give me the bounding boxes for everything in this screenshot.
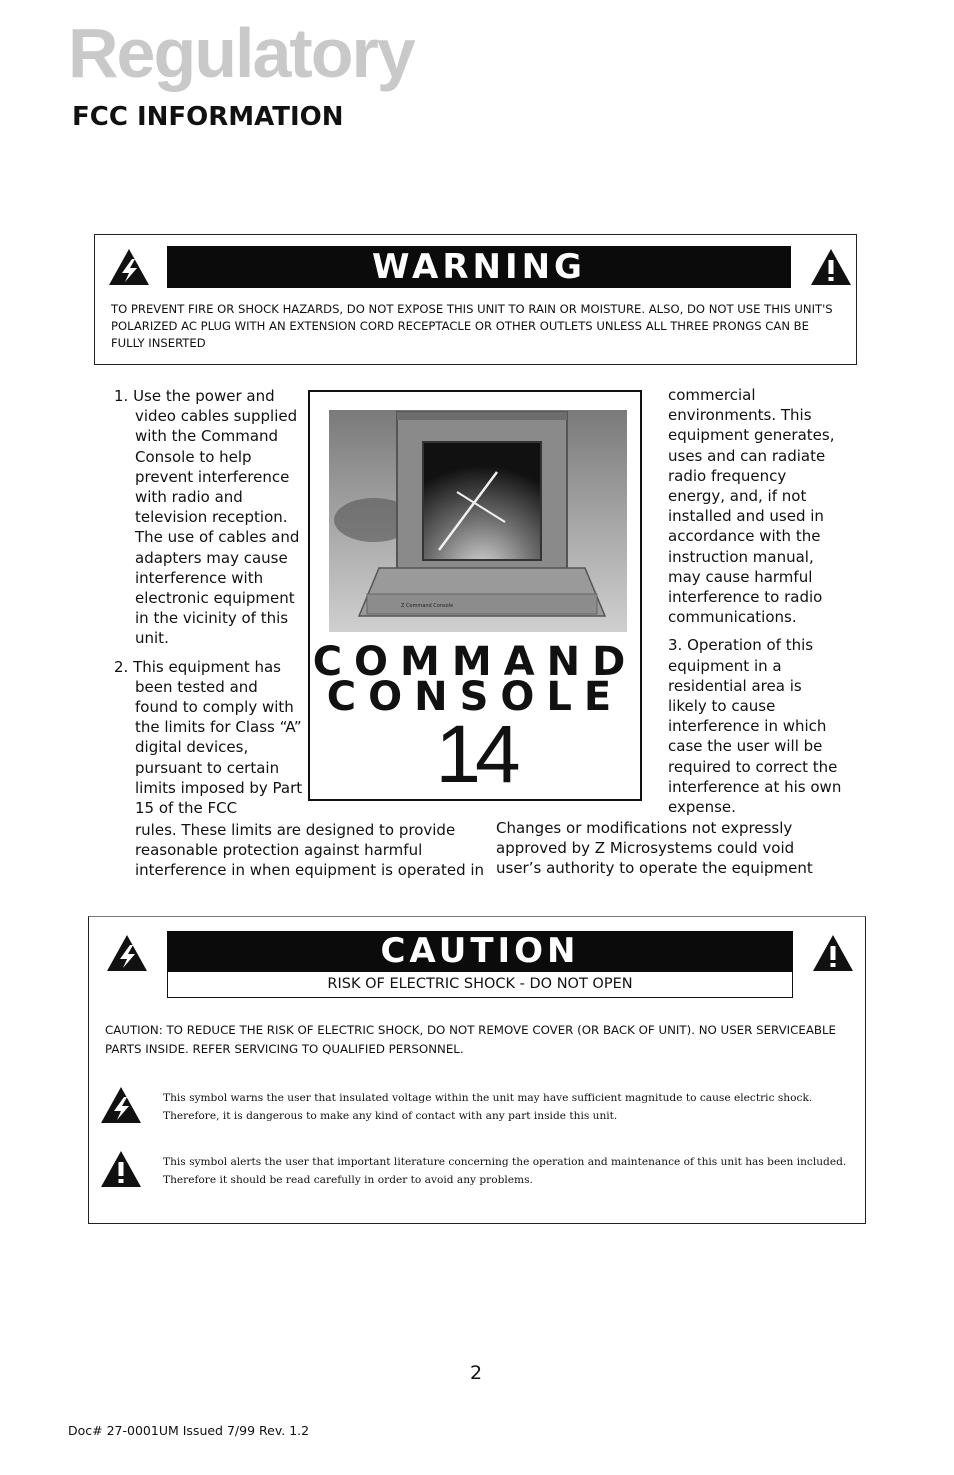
document-footer: Doc# 27-0001UM Issued 7/99 Rev. 1.2 [68,1423,310,1438]
changes-notice [496,818,816,879]
electric-shock-warning-icon [105,933,149,973]
list-item-2: 2. This equipment has been tested and found to comply with the limits for Class “A” digital devices, pursuant to certain limits imposed by Part 15 of the FCC [114,657,303,818]
changes-notice-text: Changes or modifications not expressly approved by Z Microsystems could void user’s authority to operate the equipment [496,819,813,878]
caution-text: CAUTION: TO REDUCE THE RISK OF ELECTRIC SHOCK, DO NOT REMOVE COVER (OR BACK OF UNIT). NO USER SERVICEABLE PARTS INSIDE. REFER SERVICING TO QUALIFIED PERSONNEL. [105,1023,837,1056]
product-image-box [308,390,642,801]
caution-subbanner: RISK OF ELECTRIC SHOCK - DO NOT OPEN [167,972,793,998]
electric-shock-warning-icon [107,247,151,287]
caution-box [88,916,866,1224]
photo-label: Z Command Console [401,603,454,609]
brand-line-1: COMMAND [312,639,638,685]
section-title: FCC INFORMATION [72,102,344,132]
brand-line-2: CONSOLE [326,674,624,720]
exclamation-warning-icon [811,933,855,973]
exclamation-warning-icon [809,247,853,287]
right-column [668,385,844,825]
warning-text: TO PREVENT FIRE OR SHOCK HAZARDS, DO NOT EXPOSE THIS UNIT TO RAIN OR MOISTURE. ALSO, DO NOT USE THIS UNIT'S POLARIZED AC PLUG WITH AN EXTENSION CORD RECEPTACLE OR OTHER OUTLETS UNLESS ALL THREE PRONGS CAN BE FULLY INSERTED [111,302,833,350]
right-paragraph-1: commercial environments. This equipment generates, uses and can radiate radio frequency energy, and, if not installed and used in accordance with the instruction manual, may cause harmful interference to radio communications. [668,386,835,627]
page-number: 2 [470,1362,483,1384]
list-item-3: 3. Operation of this equipment in a residential area is likely to cause interference in which case the user will be required to correct the interference at his own expense. [668,636,842,817]
warning-box [94,234,857,365]
brand-number: 14 [435,709,515,800]
list-item-1: 1. Use the power and video cables supplied with the Command Console to help prevent interference with radio and television reception. The use of cables and adapters may cause interference with electronic equipment in the vicinity of this unit. [114,387,300,648]
list-item-2-continued [135,820,485,881]
electric-symbol-description: This symbol warns the user that insulated voltage within the unit may have sufficient magnitude to cause electric shock. Therefore, it is dangerous to make any kind of contact with any part inside this unit. [163,1092,813,1122]
page-title: Regulatory [68,14,414,92]
exclamation-symbol-icon [99,1149,143,1189]
electric-shock-symbol-icon [99,1085,143,1125]
warning-banner: WARNING [167,246,791,288]
left-column [114,386,304,826]
exclamation-symbol-description: This symbol alerts the user that important literature concerning the operation and maintenance of this unit has been included. Therefore it should be read carefully in order to avoid any problems. [163,1156,847,1186]
list-item-2-continued-text: rules. These limits are designed to provide reasonable protection against harmful interference in when equipment is operated in [135,821,485,880]
caution-banner: CAUTION [167,931,793,972]
laptop-console-photo [329,410,627,632]
